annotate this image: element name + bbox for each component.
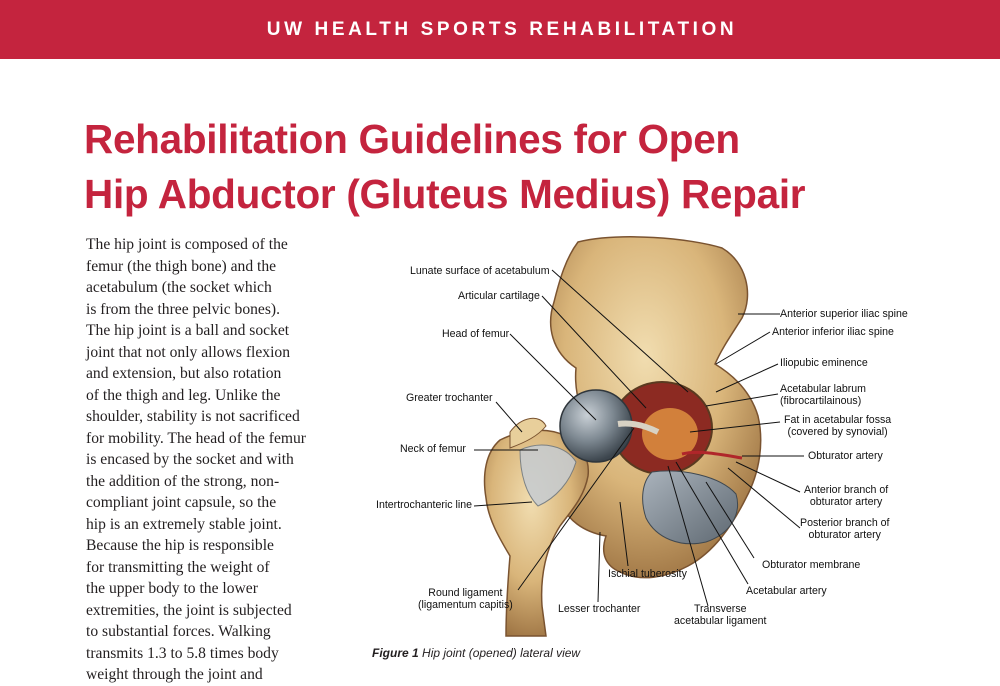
label-anterior-branch: [804, 484, 888, 508]
page-title-line-2: Hip Abductor (Gluteus Medius) Repair: [84, 171, 806, 217]
label-transverse-line2: acetabular ligament: [674, 615, 767, 627]
label-head-of-femur: Head of femur: [442, 328, 510, 340]
label-labrum-line1: Acetabular labrum: [780, 383, 866, 395]
label-acetabular-artery: Acetabular artery: [746, 585, 827, 597]
label-articular-cartilage: Articular cartilage: [458, 290, 540, 302]
label-posterior-branch-line1: Posterior branch of: [800, 517, 890, 529]
body-line: the addition of the strong, non-: [86, 472, 280, 490]
body-line: weight through the joint and: [86, 666, 263, 683]
body-line: The hip joint is a ball and socket: [86, 322, 290, 339]
body-line: The hip joint is composed of the: [86, 236, 288, 253]
label-lunate-surface: Lunate surface of acetabulum: [410, 265, 550, 277]
label-posterior-branch: [800, 517, 890, 541]
banner-text: UW HEALTH SPORTS REHABILITATION: [266, 18, 738, 40]
label-obturator-membrane: Obturator membrane: [762, 559, 861, 571]
label-labrum-line2: (fibrocartilainous): [780, 395, 862, 407]
hip-joint-figure: [370, 236, 910, 636]
caption-text: Hip joint (opened) lateral view: [418, 646, 581, 660]
page-title: [84, 112, 805, 222]
figure-caption: [372, 646, 580, 660]
label-round-ligament-line1: Round ligament: [428, 587, 503, 599]
body-line: for mobility. The head of the femur: [86, 429, 306, 447]
label-fat-line2: (covered by synovial): [787, 426, 888, 438]
body-line: the upper body to the lower: [86, 580, 258, 597]
label-transverse-ligament: [674, 603, 766, 627]
caption-figure-number: Figure 1: [372, 646, 419, 660]
label-anterior-superior-iliac-spine: Anterior superior iliac spine: [780, 308, 908, 320]
label-anterior-inferior-iliac-spine: Anterior inferior iliac spine: [772, 326, 894, 338]
body-line: and extension, but also rotation: [86, 365, 282, 382]
label-fat-acetabular-fossa: [784, 414, 891, 438]
label-anterior-branch-line1: Anterior branch of: [804, 484, 889, 496]
body-line: femur (the thigh bone) and the: [86, 257, 277, 275]
label-obturator-artery: Obturator artery: [808, 450, 883, 462]
label-fat-line1: Fat in acetabular fossa: [784, 414, 892, 426]
label-transverse-line1: Transverse: [693, 603, 747, 615]
label-anterior-branch-line2: obturator artery: [809, 496, 883, 508]
label-acetabular-labrum: [780, 383, 866, 407]
body-line: joint that not only allows flexion: [86, 343, 290, 361]
body-line: compliant joint capsule, so the: [86, 494, 277, 511]
label-ischial-tuberosity: Ischial tuberosity: [608, 568, 687, 580]
body-paragraph: [86, 234, 356, 686]
body-line: transmits 1.3 to 5.8 times body: [86, 644, 279, 662]
body-line: to substantial forces. Walking: [86, 623, 271, 640]
body-line: extremities, the joint is subjected: [86, 601, 292, 619]
body-line: acetabulum (the socket which: [86, 279, 272, 296]
body-line: hip is an extremely stable joint.: [86, 515, 282, 533]
label-iliopubic-eminence: Iliopubic eminence: [780, 357, 868, 369]
header-banner: [0, 0, 1000, 59]
page-title-line-1: Rehabilitation Guidelines for Open: [84, 116, 740, 162]
label-greater-trochanter: Greater trochanter: [406, 392, 493, 404]
label-round-ligament: [418, 587, 513, 611]
label-intertrochanteric-line: Intertrochanteric line: [376, 499, 472, 511]
label-neck-of-femur: Neck of femur: [400, 443, 466, 455]
body-line: of the thigh and leg. Unlike the: [86, 386, 281, 404]
body-line: Because the hip is responsible: [86, 537, 274, 554]
label-lesser-trochanter: Lesser trochanter: [558, 603, 641, 615]
body-line: is from the three pelvic bones).: [86, 300, 280, 318]
body-line: is encased by the socket and with: [86, 451, 294, 468]
body-line: for transmitting the weight of: [86, 558, 270, 576]
label-posterior-branch-line2: obturator artery: [808, 529, 881, 541]
body-line: shoulder, stability is not sacrificed: [86, 408, 300, 425]
label-round-ligament-line2: (ligamentum capitis): [418, 599, 513, 611]
